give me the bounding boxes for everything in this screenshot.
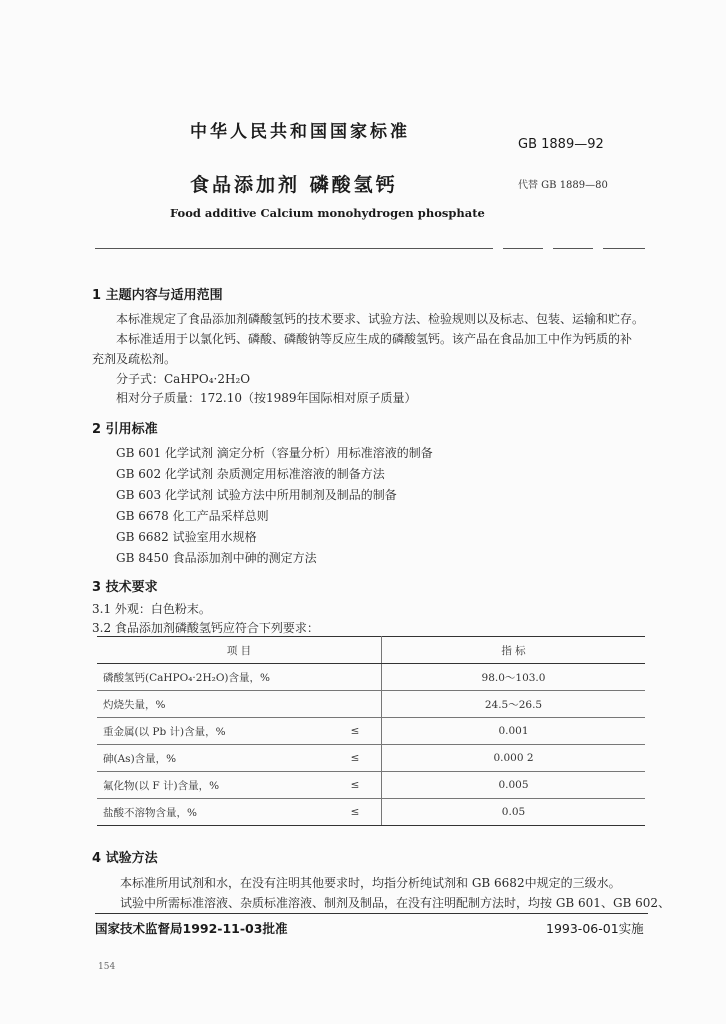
row-item: 灼烧失量，% — [97, 691, 329, 718]
row-item: 盐酸不溶物含量，% — [97, 799, 329, 826]
row-operator — [329, 691, 382, 718]
table-row — [97, 799, 645, 826]
row-operator — [329, 664, 382, 691]
clause-3-1: 3.1 外观：白色粉末。 — [92, 602, 211, 616]
row-spec: 24.5～26.5 — [382, 691, 646, 718]
footer-rule — [95, 913, 648, 914]
section-2-heading: 2 引用标准 — [92, 422, 158, 437]
replaces-note: 代替 GB 1889—80 — [518, 180, 608, 191]
english-title: Food additive Calcium monohydrogen phosphate — [170, 206, 485, 220]
row-spec: 0.005 — [382, 772, 646, 799]
row-operator: ≤ — [329, 745, 382, 772]
standard-number: GB 1889—92 — [518, 137, 604, 152]
header-rule-segment — [503, 248, 543, 249]
row-operator: ≤ — [329, 772, 382, 799]
row-operator: ≤ — [329, 799, 382, 826]
row-item: 磷酸氢钙(CaHPO₄·2H₂O)含量，% — [97, 664, 329, 691]
approval-note: 国家技术监督局1992-11-03批准 — [95, 921, 288, 936]
row-item: 砷(As)含量，% — [97, 745, 329, 772]
table-row — [97, 718, 645, 745]
section-1-paragraph-1: 本标准规定了食品添加剂磷酸氢钙的技术要求、试验方法、检验规则以及标志、包装、运输和贮存。 — [116, 312, 645, 326]
row-item: 重金属(以 Pb 计)含量，% — [97, 718, 329, 745]
table-header-row — [97, 637, 645, 664]
section-4-heading: 4 试验方法 — [92, 851, 158, 866]
section-1-paragraph-2-cont: 充剂及疏松剂。 — [92, 352, 177, 366]
page-number: 154 — [98, 962, 116, 972]
document-title: 食品添加剂 磷酸氢钙 — [190, 174, 398, 196]
clause-3-2: 3.2 食品添加剂磷酸氢钙应符合下列要求： — [92, 621, 319, 635]
requirements-table — [97, 636, 645, 826]
header-rule-segment — [553, 248, 593, 249]
row-spec: 0.000 2 — [382, 745, 646, 772]
section-1-paragraph-2: 本标准适用于以氯化钙、磷酸、磷酸钠等反应生成的磷酸氢钙。该产品在食品加工中作为钙质的补 — [116, 332, 633, 346]
table-row — [97, 772, 645, 799]
reference-item: GB 603 化学试剂 试验方法中所用制剂及制品的制备 — [116, 488, 397, 502]
national-standard-title: 中华人民共和国国家标准 — [190, 122, 410, 142]
table-row — [97, 691, 645, 718]
section-1-heading: 1 主题内容与适用范围 — [92, 288, 223, 303]
reference-item: GB 6682 试验室用水规格 — [116, 530, 257, 544]
header-rule — [95, 248, 493, 249]
molecular-formula: 分子式：CaHPO₄·2H₂O — [116, 372, 251, 386]
section-4-paragraph-1: 本标准所用试剂和水，在没有注明其他要求时，均指分析纯试剂和 GB 6682中规定的三级水。 — [120, 876, 621, 890]
header-rule-segment — [603, 248, 645, 249]
row-spec: 98.0～103.0 — [382, 664, 646, 691]
molecular-mass: 相对分子质量：172.10（按1989年国际相对原子质量） — [116, 391, 417, 405]
row-operator: ≤ — [329, 718, 382, 745]
reference-item: GB 8450 食品添加剂中砷的测定方法 — [116, 551, 317, 565]
section-3-heading: 3 技术要求 — [92, 580, 158, 595]
reference-item: GB 601 化学试剂 滴定分析（容量分析）用标准溶液的制备 — [116, 446, 433, 460]
column-header-spec: 指 标 — [382, 637, 646, 664]
column-header-item: 项 目 — [97, 637, 382, 664]
row-item: 氟化物(以 F 计)含量，% — [97, 772, 329, 799]
row-spec: 0.05 — [382, 799, 646, 826]
table-row — [97, 745, 645, 772]
row-spec: 0.001 — [382, 718, 646, 745]
section-4-paragraph-2: 试验中所需标准溶液、杂质标准溶液、制剂及制品，在没有注明配制方法时，均按 GB 601、GB 602、 — [120, 896, 671, 910]
effective-date: 1993-06-01实施 — [546, 921, 644, 936]
reference-item: GB 6678 化工产品采样总则 — [116, 509, 269, 523]
table-row — [97, 664, 645, 691]
reference-item: GB 602 化学试剂 杂质测定用标准溶液的制备方法 — [116, 467, 385, 481]
